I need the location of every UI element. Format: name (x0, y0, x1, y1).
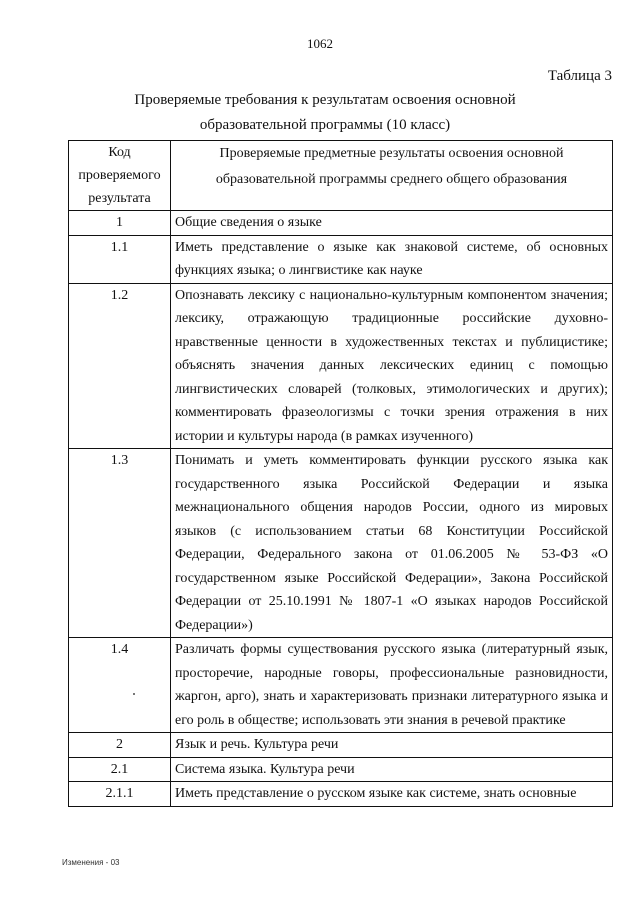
row-text: Понимать и уметь комментировать функции русского языка как государственного языка Российской Федерации и языка межнационального общения народов России, одного из мировых языков (с использованием статьи 68 Конституции Российской Федерации, Федерального закона от 01.06.2005 № 53-ФЗ «О государственном языке Российской Федерации», Закона Российской Федерации от 25.10.1991 № 1807-1 «О языках народов Российской Федерации») (171, 449, 613, 638)
table-row (69, 235, 613, 283)
row-text: Общие сведения о языке (171, 211, 613, 236)
row-text: Иметь представление о языке как знаковой системе, об основных функциях языка; о лингвистике как науке (171, 235, 613, 283)
table-row (69, 638, 613, 733)
row-text: Язык и речь. Культура речи (171, 733, 613, 758)
table-title-line-2: образовательной программы (10 класс) (199, 117, 451, 133)
table-title (90, 88, 560, 138)
table-label: Таблица 3 (547, 68, 612, 84)
footer-revision: Изменения - 03 (62, 858, 120, 867)
row-code: 2.1 (69, 757, 171, 782)
page-number: 1062 (307, 36, 333, 51)
table-row (69, 782, 613, 807)
row-code: 1.1 (69, 235, 171, 283)
table-title-line-1: Проверяемые требования к результатам освоения основной (134, 92, 516, 108)
scan-speck (133, 693, 135, 695)
row-text: Иметь представление о русском языке как системе, знать основные (171, 782, 613, 807)
row-code: 2 (69, 733, 171, 758)
row-text: Опознавать лексику с национально-культурным компонентом значения; лексику, отражающую традиционные российские духовно-нравственные ценности в художественных текстах и публицистике; объяснять значения данных лексических единиц с помощью лингвистических словарей (толковых, этимологических и других); комментировать фразеологизмы с точки зрения отражения в них истории и культуры народа (в рамках изученного) (171, 283, 613, 449)
table-row (69, 211, 613, 236)
table-row (69, 449, 613, 638)
table-header-row (69, 141, 613, 211)
row-code: 2.1.1 (69, 782, 171, 807)
header-code: Код проверяемого результата (69, 141, 171, 211)
row-code: 1.4 (69, 638, 171, 733)
table-row (69, 757, 613, 782)
row-code: 1.2 (69, 283, 171, 449)
row-code: 1.3 (69, 449, 171, 638)
table-row (69, 733, 613, 758)
row-text: Различать формы существования русского языка (литературный язык, просторечие, народные говоры, профессиональные разновидности, жаргон, арго), знать и характеризовать признаки литературного языка и его роль в обществе; использовать эти знания в речевой практике (171, 638, 613, 733)
header-result: Проверяемые предметные результаты освоения основной образовательной программы среднего общего образования (171, 141, 613, 211)
row-code: 1 (69, 211, 171, 236)
row-text: Система языка. Культура речи (171, 757, 613, 782)
table-row (69, 283, 613, 449)
requirements-table (68, 140, 613, 807)
